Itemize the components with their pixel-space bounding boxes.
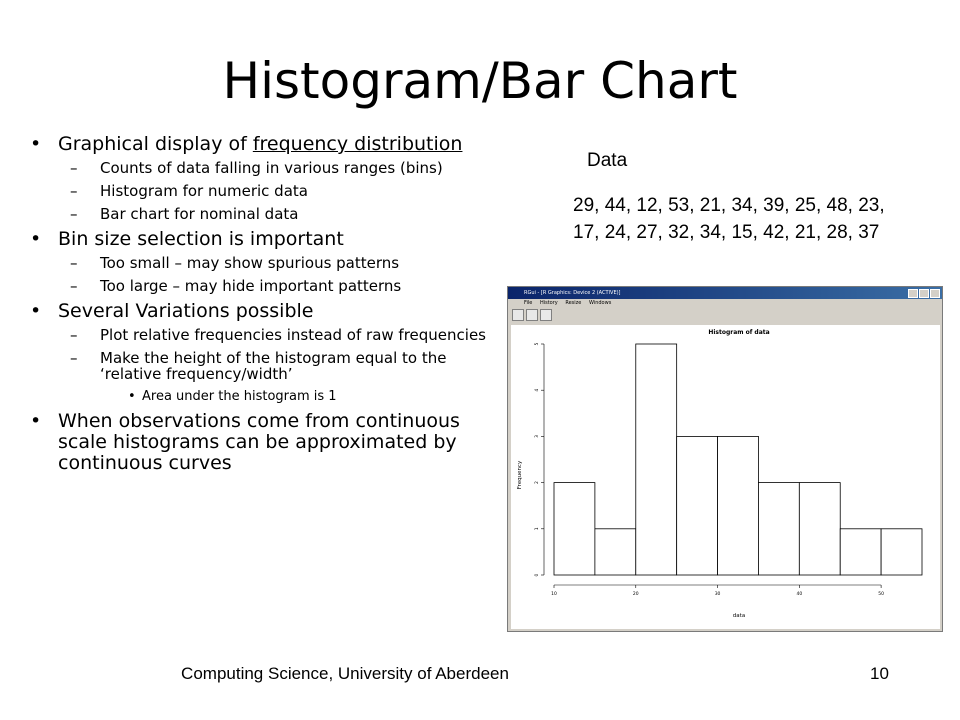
window-title: RGui - [R Graphics: Device 2 (ACTIVE)] (524, 290, 621, 296)
sub-bullet: – Counts of data falling in various ranges (bins) (28, 160, 498, 176)
r-graphics-window (507, 286, 943, 632)
histogram-bar (636, 344, 677, 575)
menu-history[interactable]: History (539, 300, 558, 306)
x-tick-label: 20 (632, 592, 639, 597)
histogram-bar (718, 436, 759, 575)
y-tick-label: 0 (535, 573, 540, 577)
y-tick-label: 4 (535, 388, 540, 392)
histogram-bar (677, 436, 718, 575)
histogram-bar (840, 529, 881, 575)
sub-bullet: – Bar chart for nominal data (28, 206, 498, 222)
print-icon[interactable] (540, 309, 552, 321)
sub-sub-bullet: • Area under the histogram is 1 (28, 389, 498, 405)
plot-canvas (511, 325, 940, 629)
histogram-bar (758, 483, 799, 575)
y-tick-label: 1 (535, 527, 540, 531)
sub-bullet: – Plot relative frequencies instead of raw frequencies (28, 327, 498, 343)
footer-text: Computing Science, University of Aberdeen (181, 664, 509, 683)
histogram-chart (511, 325, 940, 629)
chart-title: Histogram of data (708, 329, 770, 336)
histogram-bar (554, 483, 595, 575)
bullet-frequency-distribution (28, 134, 498, 155)
bullet-text: Graphical display of (58, 133, 253, 155)
sub-bullet: – Make the height of the histogram equal to the ‘relative frequency/width’ (28, 350, 498, 382)
y-axis-label: Frequency (517, 460, 523, 490)
sub-bullet: – Too large – may hide important patterns (28, 278, 498, 294)
window-controls (908, 289, 940, 298)
sub-bullet: – Too small – may show spurious patterns (28, 255, 498, 271)
minimize-icon[interactable] (908, 289, 918, 298)
window-menubar (508, 299, 942, 308)
bullet-bin-size: • Bin size selection is important (28, 229, 498, 250)
close-icon[interactable] (930, 289, 940, 298)
x-tick-label: 50 (878, 592, 884, 597)
window-titlebar (508, 287, 942, 299)
y-tick-label: 5 (535, 342, 540, 346)
histogram-bar (799, 483, 840, 575)
slide-title: Histogram/Bar Chart (222, 52, 738, 110)
copy-icon[interactable] (512, 309, 524, 321)
histogram-bar (595, 529, 636, 575)
underlined-term: frequency distribution (252, 133, 463, 155)
menu-resize[interactable]: Resize (565, 300, 582, 306)
menu-file[interactable]: File (524, 300, 533, 306)
data-heading: Data (587, 150, 628, 171)
bullet-continuous-curves: • When observations come from continuous scale histograms can be approximated by continuous curves (28, 411, 498, 474)
x-axis-label: data (732, 613, 746, 619)
y-tick-label: 3 (535, 434, 540, 438)
window-toolbar (508, 308, 942, 322)
histogram-bar (881, 529, 922, 575)
y-tick-label: 2 (535, 481, 540, 485)
bullet-list (28, 134, 498, 479)
save-icon[interactable] (526, 309, 538, 321)
bullet-variations: • Several Variations possible (28, 301, 498, 322)
x-tick-label: 40 (796, 592, 803, 597)
data-values: 29, 44, 12, 53, 21, 34, 39, 25, 48, 23, 17, 24, 27, 32, 34, 15, 42, 21, 28, 37 (573, 195, 885, 243)
menu-windows[interactable]: Windows (588, 300, 612, 306)
sub-bullet: – Histogram for numeric data (28, 183, 498, 199)
maximize-icon[interactable] (919, 289, 929, 298)
page-number: 10 (870, 664, 889, 683)
x-tick-label: 30 (714, 592, 721, 597)
x-tick-label: 10 (551, 592, 557, 597)
